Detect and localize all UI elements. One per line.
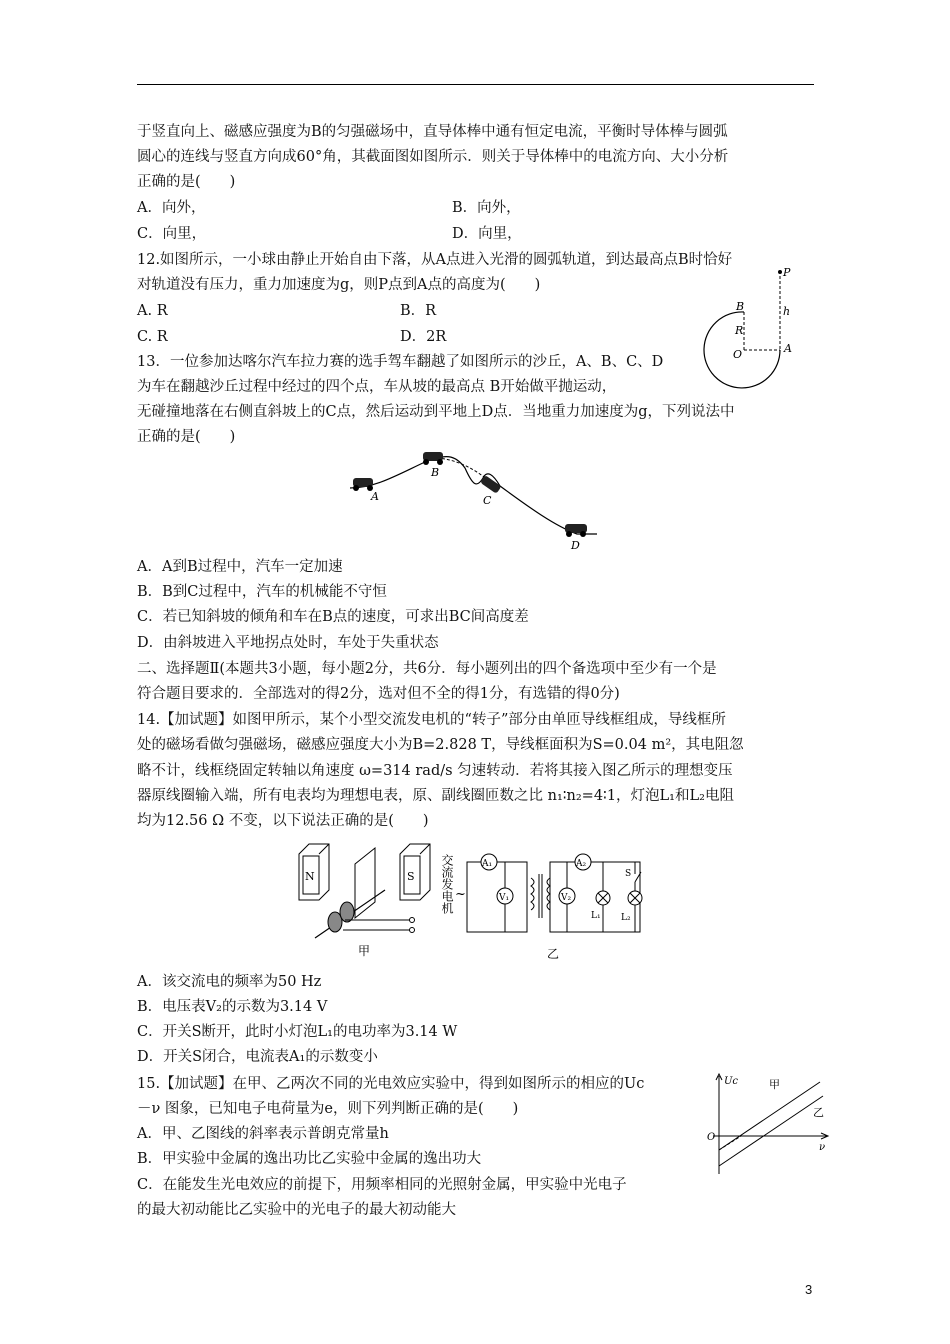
dune-profile xyxy=(350,457,597,534)
option-b[interactable]: B．甲实验中金属的逸出功比乙实验中金属的逸出功大 xyxy=(137,1151,482,1167)
question-12-line: 12.如图所示，一小球由静止开始自由下落，从A点进入光滑的圆弧轨道，到达最高点B时恰好 xyxy=(137,252,733,268)
option-d[interactable]: D．由斜坡进入平地拐点处时，车处于失重状态 xyxy=(137,635,439,651)
question-14-line: 14.【加试题】如图甲所示，某个小型交流发电机的“转子”部分由单匝导线框组成，导线框所 xyxy=(137,712,726,728)
label-a2: A₂ xyxy=(576,859,587,869)
coil-frame xyxy=(355,848,375,918)
option-c[interactable]: C．在能发生光电效应的前提下，用频率相同的光照射金属，甲实验中光电子 xyxy=(137,1177,627,1193)
car-b xyxy=(423,452,443,465)
car-a xyxy=(353,478,373,491)
option-a[interactable]: A．甲、乙图线的斜率表示普朗克常量h xyxy=(137,1126,389,1142)
question-14-line: 器原线圈输入端，所有电表均为理想电表，原、副线圈匝数之比 n₁∶n₂=4∶1，灯泡L₁和L₂电阻 xyxy=(137,788,734,804)
section-heading: 符合题目要求的．全部选对的得2分，选对但不全的得1分，有选错的得0分) xyxy=(137,686,620,702)
option-c[interactable]: C. R xyxy=(137,329,168,345)
label-o: O xyxy=(733,348,743,361)
label-s: S xyxy=(407,870,415,883)
option-c[interactable]: C．向里， xyxy=(137,226,207,242)
option-a[interactable]: A. R xyxy=(137,303,168,319)
option-c-continued: 的最大初动能比乙实验中的光电子的最大初动能大 xyxy=(137,1202,456,1218)
label-v2: V₂ xyxy=(561,893,572,903)
page-number: 3 xyxy=(805,1282,813,1297)
label-o: O xyxy=(707,1132,716,1143)
label-yi: 乙 xyxy=(813,1106,824,1119)
slip-ring xyxy=(340,902,354,922)
uc-nu-graph-figure xyxy=(705,1070,835,1180)
label-jia: 甲 xyxy=(358,944,371,958)
generator-circuit-figure xyxy=(295,840,655,965)
label-a1: A₁ xyxy=(482,859,493,869)
option-c[interactable]: C．开关S断开，此时小灯泡L₁的电功率为3.14 W xyxy=(137,1024,458,1040)
question-13-line: 正确的是( ) xyxy=(137,429,236,445)
primary-coil xyxy=(531,878,534,910)
circular-track-figure xyxy=(700,262,810,392)
label-h: h xyxy=(783,305,791,318)
label-b: B xyxy=(431,466,440,479)
line-jia xyxy=(719,1082,820,1150)
option-d[interactable]: D．向里， xyxy=(452,226,522,242)
option-b[interactable]: B．电压表V₂的示数为3.14 V xyxy=(137,999,328,1015)
label-l2: L₂ xyxy=(621,913,631,923)
option-d[interactable]: D．开关S闭合，电流表A₁的示数变小 xyxy=(137,1049,378,1065)
question-13-line: 为车在翻越沙丘过程中经过的四个点，车从坡的最高点 B开始做平抛运动， xyxy=(137,379,617,395)
label-a: A xyxy=(371,490,379,503)
car-d xyxy=(565,524,587,537)
magnet-n xyxy=(299,844,329,900)
text-line: 圆心的连线与竖直方向成60°角，其截面图如图所示．则关于导体棒中的电流方向、大小分析 xyxy=(137,149,729,165)
option-a[interactable]: A．A到B过程中，汽车一定加速 xyxy=(137,559,343,575)
ac-symbol: ~ xyxy=(455,887,466,902)
label-nu: ν xyxy=(819,1142,826,1153)
question-14-line: 略不计，线框绕固定转轴以角速度 ω=314 rad/s 匀速转动．若将其接入图乙所示的理想变压 xyxy=(137,763,733,779)
question-15-line: －ν 图象，已知电子电荷量为e，则下列判断正确的是( ) xyxy=(137,1101,519,1117)
label-p: P xyxy=(783,266,791,279)
label-generator: 交流发电机 xyxy=(440,854,454,914)
point-p xyxy=(778,270,782,274)
label-yi: 乙 xyxy=(547,947,560,961)
label-a: A xyxy=(784,342,792,355)
question-13-line: 13．一位参加达喀尔汽车拉力赛的选手驾车翻越了如图所示的沙丘，A、B、C、D xyxy=(137,354,664,370)
question-12-line: 对轨道没有压力，重力加速度为g，则P点到A点的高度为( ) xyxy=(137,277,541,293)
question-14-line: 处的磁场看做匀强磁场，磁感应强度大小为B=2.828 T，导线框面积为S=0.04 m²，其电阻忽 xyxy=(137,737,744,753)
section-heading: 二、选择题Ⅱ(本题共3小题，每小题2分，共6分．每小题列出的四个备选项中至少有一个是 xyxy=(137,661,717,677)
question-14-line: 均为12.56 Ω 不变，以下说法正确的是( ) xyxy=(137,813,429,829)
label-n: N xyxy=(305,870,315,883)
question-13-line: 无碰撞地落在右侧直斜坡上的C点，然后运动到平地上D点．当地重力加速度为g，下列说法中 xyxy=(137,404,735,420)
option-b[interactable]: B．B到C过程中，汽车的机械能不守恒 xyxy=(137,584,387,600)
label-switch: S xyxy=(625,869,632,879)
label-jia: 甲 xyxy=(769,1078,780,1091)
label-d: D xyxy=(571,539,580,552)
sand-dune-figure xyxy=(345,448,605,553)
option-d[interactable]: D．2R xyxy=(400,329,447,345)
text-line: 正确的是( ) xyxy=(137,174,236,190)
header-rule xyxy=(137,84,814,85)
question-15-line: 15.【加试题】在甲、乙两次不同的光电效应实验中，得到如图所示的相应的Uc xyxy=(137,1076,645,1092)
label-b: B xyxy=(736,300,745,313)
label-uc: Uc xyxy=(724,1076,739,1087)
option-a[interactable]: A．该交流电的频率为50 Hz xyxy=(137,974,322,990)
option-a[interactable]: A．向外， xyxy=(137,200,206,216)
label-v1: V₁ xyxy=(499,893,510,903)
label-c: C xyxy=(483,494,492,507)
text-line: 于竖直向上、磁感应强度为B的匀强磁场中，直导体棒中通有恒定电流，平衡时导体棒与圆弧 xyxy=(137,124,728,140)
line-yi xyxy=(719,1096,826,1166)
option-b[interactable]: B．R xyxy=(400,303,437,319)
option-c[interactable]: C．若已知斜坡的倾角和车在B点的速度，可求出BC间高度差 xyxy=(137,609,529,625)
label-r: R xyxy=(735,324,744,337)
magnet-s xyxy=(400,844,430,900)
option-b[interactable]: B．向外， xyxy=(452,200,521,216)
car-c xyxy=(480,475,502,494)
label-l1: L₁ xyxy=(591,911,601,921)
